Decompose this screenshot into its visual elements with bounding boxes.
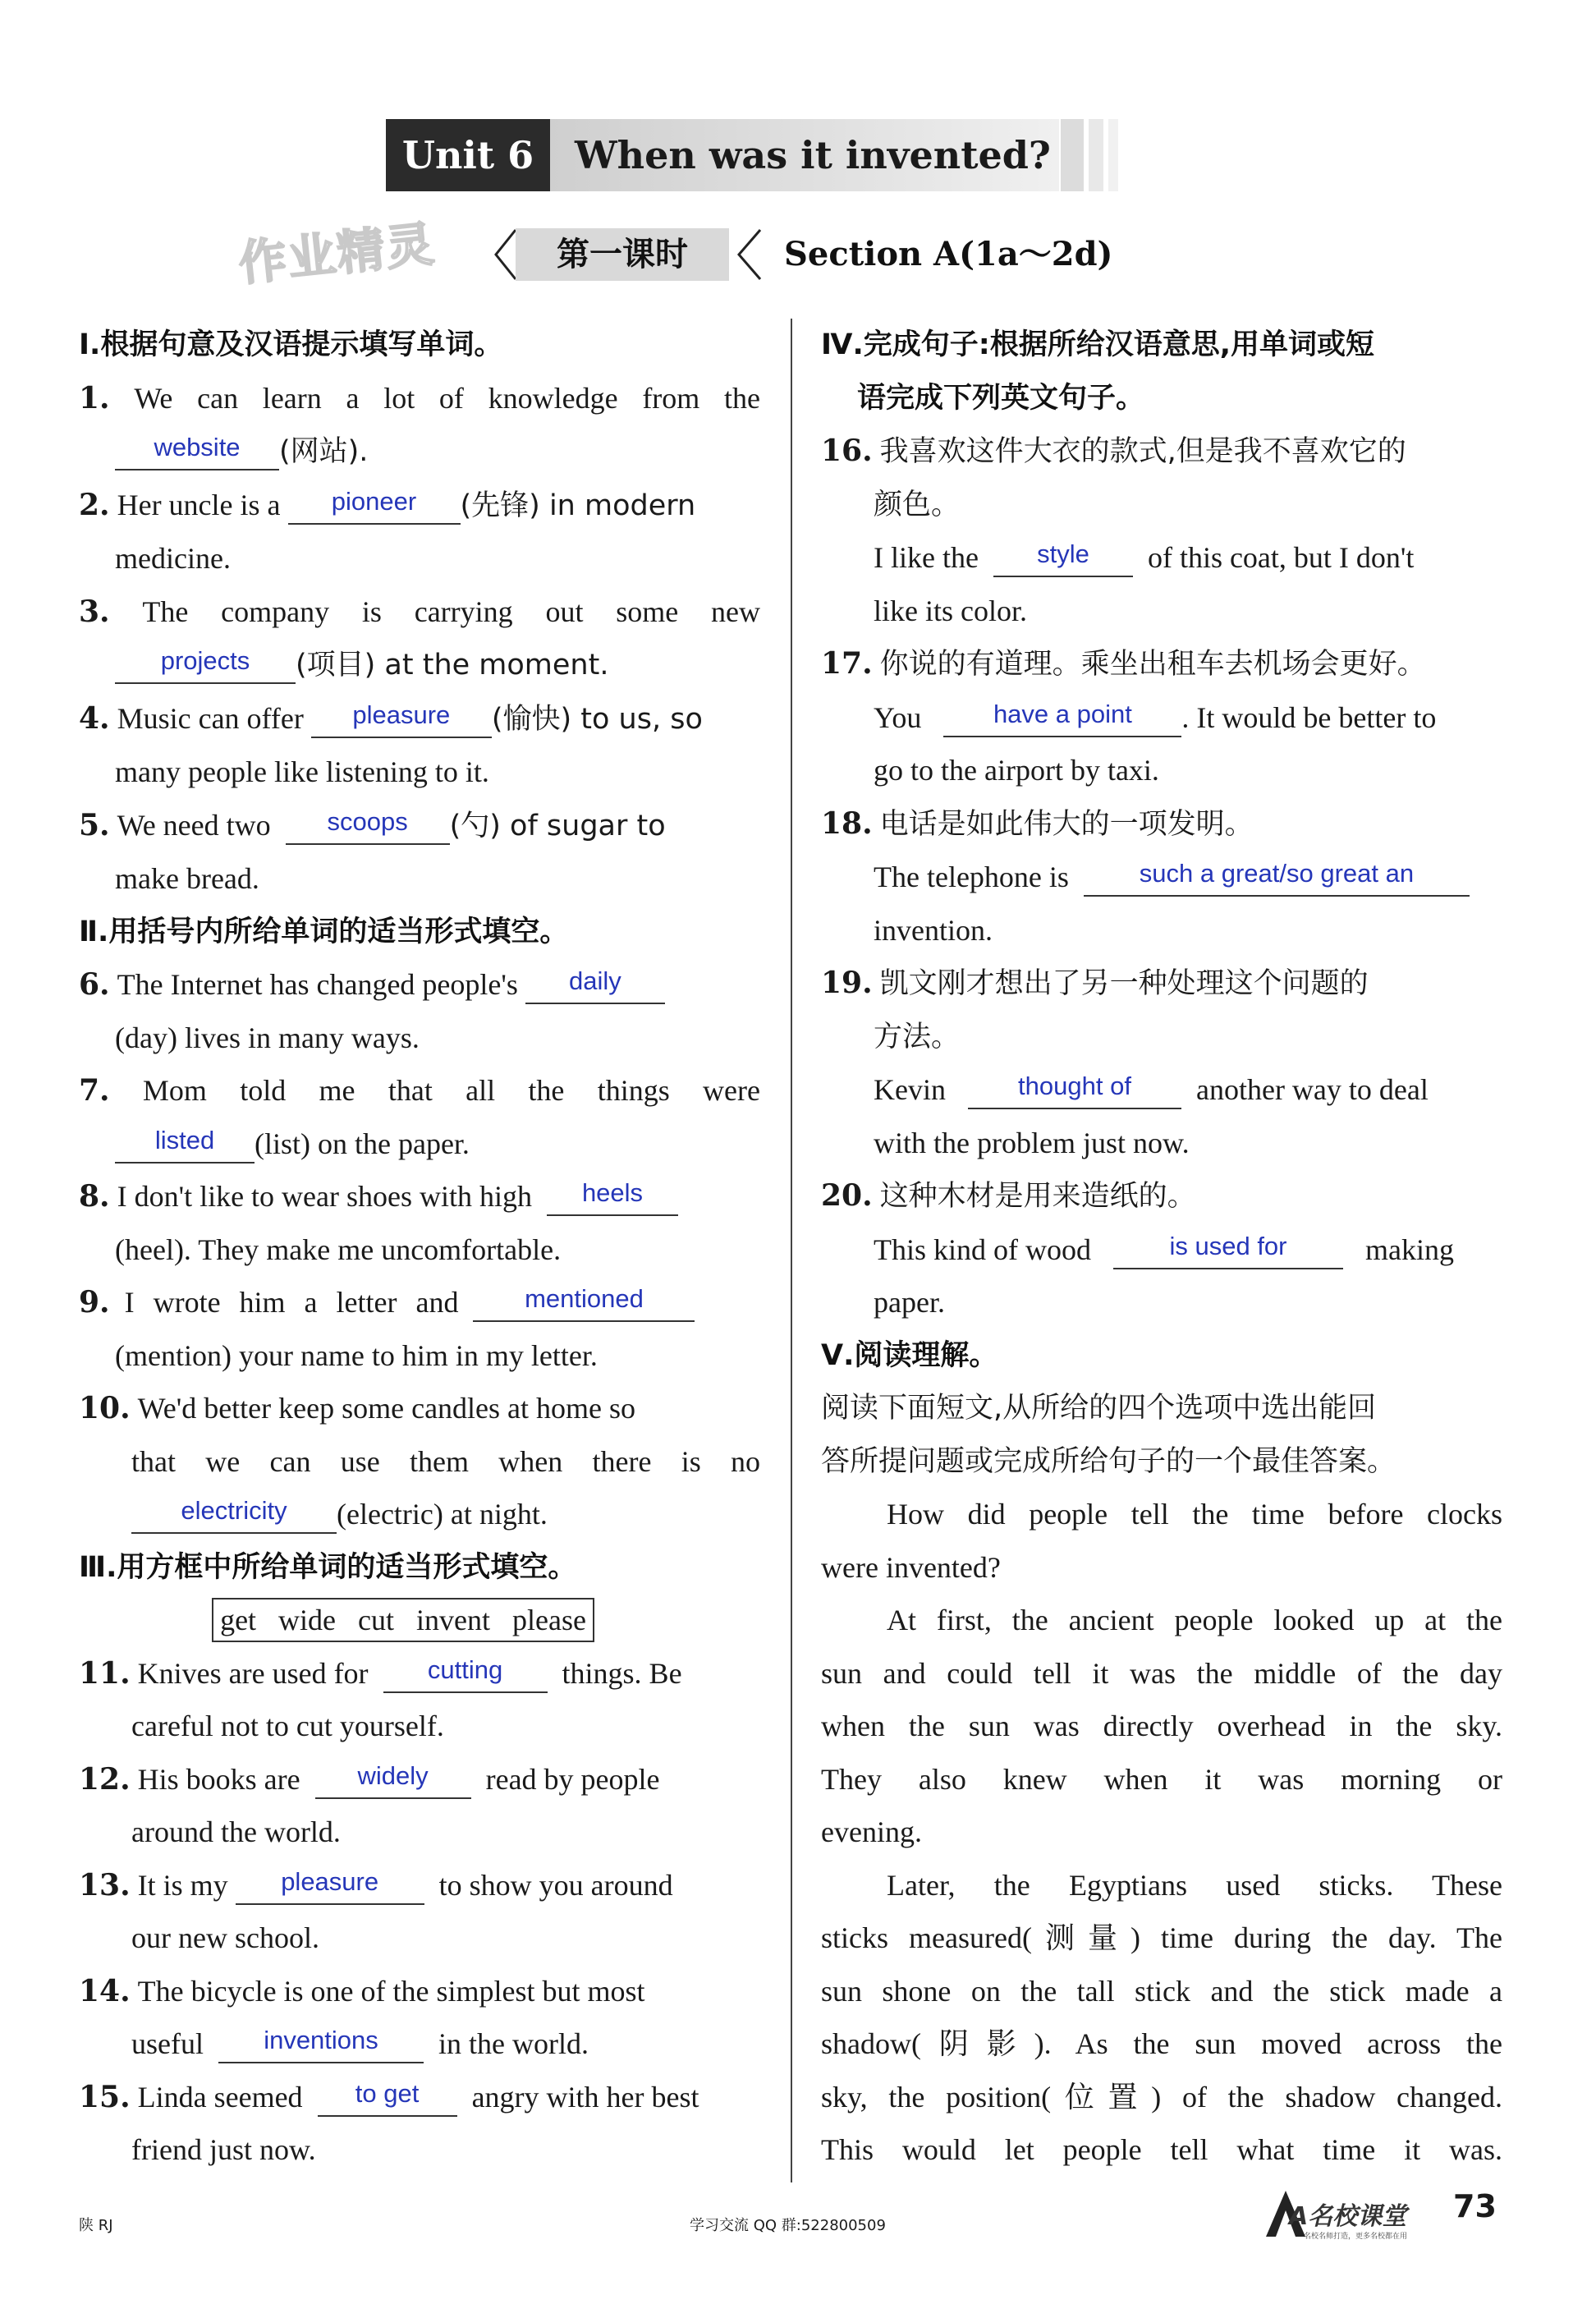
answer-blank[interactable]: cutting	[383, 1652, 548, 1693]
question-16-cn2: 颜色。	[874, 488, 961, 521]
qq-group-label: 学习交流 QQ 群:522800509	[690, 2217, 886, 2234]
question-16-en2: like its color.	[874, 594, 1027, 627]
question-12-line2: around the world.	[131, 1815, 341, 1848]
publisher-logo	[1264, 2184, 1445, 2250]
passage-line: shadow(阴影). As the sun moved across the	[821, 2027, 1502, 2060]
question-1: 1. We can learn a lot of knowledge from the	[79, 380, 760, 415]
unit-title: When was it invented?	[550, 119, 1059, 191]
question-19-en: Kevin thought of another way to deal	[821, 1063, 1502, 1117]
question-16-en: I like the style of this coat, but I don't	[821, 531, 1502, 585]
question-1-line2: website (网站).	[79, 425, 760, 479]
answer-blank[interactable]: projects	[115, 643, 296, 684]
question-11-line2: careful not to cut yourself.	[131, 1710, 444, 1742]
question-7: 7. Mom told me that all the things were	[79, 1073, 760, 1108]
logo-text: A名校课堂	[1289, 2202, 1407, 2231]
part2-heading: Ⅱ.用括号内所给单词的适当形式填空。	[79, 915, 569, 948]
lesson-label: 第一课时	[516, 228, 729, 281]
answer-blank[interactable]: style	[993, 536, 1133, 577]
unit-banner	[386, 119, 1158, 191]
right-column	[821, 319, 1502, 2177]
answer-blank[interactable]: have a point	[943, 696, 1181, 737]
part4-heading-line2: 语完成下列英文句子。	[857, 381, 1145, 415]
answer-blank[interactable]: thought of	[968, 1068, 1181, 1109]
question-17-en2: go to the airport by taxi.	[874, 754, 1159, 787]
chevron-left-icon	[493, 228, 517, 281]
word-box: get wide cut invent please	[212, 1598, 594, 1642]
left-column	[79, 319, 760, 2177]
reading-instruction-2: 答所提问题或完成所给句子的一个最佳答案。	[821, 1444, 1396, 1478]
question-3: 3. The company is carrying out some new	[79, 594, 761, 629]
question-14-line2: useful inventions in the world.	[79, 2017, 760, 2071]
question-17: 17. 你说的有道理。乘坐出租车去机场会更好。	[821, 646, 1426, 681]
reading-instruction: 阅读下面短文,从所给的四个选项中选出能回	[821, 1392, 1377, 1425]
question-10: 10. We'd better keep some candles at home so	[79, 1391, 636, 1425]
question-18-en: The telephone is such a great/so great an	[821, 851, 1502, 904]
passage-line: evening.	[821, 1815, 922, 1848]
chevron-right-icon	[736, 228, 765, 281]
question-20: 20. 这种木材是用来造纸的。	[821, 1178, 1196, 1213]
question-5-line2: make bread.	[115, 862, 259, 895]
part3-heading: Ⅲ.用方框中所给单词的适当形式填空。	[79, 1550, 577, 1584]
answer-blank[interactable]: listed	[115, 1122, 255, 1163]
passage-line: How did people tell the time before clocks	[887, 1498, 1502, 1531]
question-15-line2: friend just now.	[131, 2133, 316, 2166]
question-11: 11. Knives are used for cutting things. Be	[79, 1647, 760, 1700]
section-label: Section A(1a～2d)	[784, 235, 1113, 273]
answer-blank[interactable]: inventions	[218, 2022, 424, 2063]
passage-line: were invented?	[821, 1550, 1001, 1584]
passage-line: This would let people tell what time it was.	[821, 2133, 1502, 2166]
question-9-line2: (mention) your name to him in my letter.	[115, 1338, 598, 1372]
part5-heading: Ⅴ.阅读理解。	[821, 1338, 998, 1372]
question-20-en2: paper.	[874, 1286, 945, 1319]
banner-stripe	[1108, 119, 1118, 191]
answer-blank[interactable]: such a great/so great an	[1084, 856, 1470, 897]
watermark-logo: 作业精灵	[236, 215, 438, 292]
question-6: 6. The Internet has changed people's daily	[79, 958, 760, 1012]
edition-label: 陕 RJ	[79, 2217, 113, 2234]
part4-heading: Ⅳ.完成句子:根据所给汉语意思,用单词或短	[821, 328, 1375, 361]
answer-blank[interactable]: to get	[318, 2076, 457, 2117]
question-4-line2: many people like listening to it.	[115, 755, 489, 788]
banner-stripe	[1089, 119, 1103, 191]
word-box-row	[79, 1594, 760, 1647]
question-2: 2. Her uncle is a pioneer (先锋) in modern	[79, 479, 760, 533]
page-number: 73	[1453, 2188, 1497, 2224]
passage-line: They also knew when it was morning or	[821, 1762, 1502, 1796]
passage-line: sticks measured(测量) time during the day. The	[821, 1921, 1503, 1954]
question-17-en: You have a point . It would be better to	[821, 691, 1502, 745]
question-15: 15. Linda seemed to get angry with her best	[79, 2071, 760, 2124]
answer-blank[interactable]: pleasure	[311, 697, 492, 738]
question-8: 8. I don't like to wear shoes with high heels	[79, 1170, 760, 1223]
question-10-line3: electricity (electric) at night.	[79, 1488, 760, 1541]
question-5: 5. We need two scoops (勺) of sugar to	[79, 799, 760, 853]
question-3-line2: projects (项目) at the moment.	[79, 638, 760, 692]
question-13: 13. It is my pleasure to show you around	[79, 1859, 760, 1912]
answer-blank[interactable]: scoops	[286, 804, 450, 845]
passage-line: sky, the position(位置) of the shadow changed.	[821, 2080, 1502, 2114]
question-14: 14. The bicycle is one of the simplest but most	[79, 1973, 645, 2008]
passage-line: Later, the Egyptians used sticks. These	[887, 1868, 1502, 1902]
answer-blank[interactable]: heels	[547, 1175, 678, 1216]
answer-blank[interactable]: electricity	[131, 1493, 337, 1534]
column-divider	[791, 319, 792, 2182]
answer-blank[interactable]: pioneer	[288, 484, 461, 525]
answer-blank[interactable]: daily	[525, 963, 665, 1004]
banner-stripe	[1061, 119, 1084, 191]
question-19-en2: with the problem just now.	[874, 1126, 1190, 1159]
question-12: 12. His books are widely read by people	[79, 1753, 760, 1806]
question-9: 9. I wrote him a letter and mentioned	[79, 1276, 760, 1329]
question-7-line2: listed (list) on the paper.	[79, 1118, 760, 1171]
question-4: 4. Music can offer pleasure (愉快) to us, so	[79, 692, 760, 746]
unit-label: Unit 6	[386, 119, 550, 191]
question-20-en: This kind of wood is used for making	[821, 1223, 1502, 1277]
question-18: 18. 电话是如此伟大的一项发明。	[821, 805, 1254, 841]
question-13-line2: our new school.	[131, 1921, 319, 1954]
question-2-line2: medicine.	[115, 542, 231, 575]
passage-line: when the sun was directly overhead in the sky.	[821, 1710, 1502, 1742]
question-19-cn2: 方法。	[874, 1020, 961, 1053]
answer-blank[interactable]: mentioned	[473, 1281, 695, 1322]
question-8-line2: (heel). They make me uncomfortable.	[115, 1232, 562, 1266]
passage-line: sun and could tell it was the middle of the day	[821, 1656, 1502, 1690]
answer-blank[interactable]: website	[115, 429, 279, 470]
answer-blank[interactable]: widely	[315, 1758, 471, 1799]
answer-blank[interactable]: is used for	[1113, 1228, 1343, 1269]
part1-heading: Ⅰ.根据句意及汉语提示填写单词。	[79, 328, 503, 361]
passage-line: At first, the ancient people looked up at the	[887, 1604, 1502, 1636]
question-10-line2: that we can use them when there is no	[131, 1444, 760, 1478]
answer-blank[interactable]: pleasure	[236, 1864, 424, 1905]
logo-subtitle: 名校名师打造，更多名校都在用	[1304, 2233, 1408, 2241]
question-16: 16. 我喜欢这件大衣的款式,但是我不喜欢它的	[821, 434, 1406, 468]
question-19: 19. 凯文刚才想出了另一种处理这个问题的	[821, 966, 1369, 1000]
question-18-en2: invention.	[874, 913, 993, 947]
question-6-line2: (day) lives in many ways.	[115, 1021, 420, 1054]
passage-line: sun shone on the tall stick and the stick made a	[821, 1974, 1502, 2008]
